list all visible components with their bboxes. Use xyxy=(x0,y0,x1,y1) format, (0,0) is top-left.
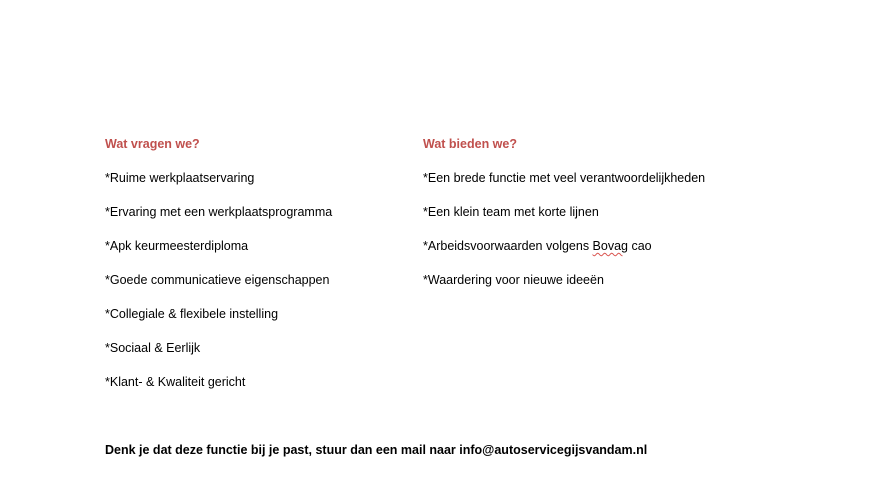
requirement-item: *Sociaal & Eerlijk xyxy=(105,341,201,355)
offer-heading: Wat bieden we? xyxy=(423,137,517,151)
requirements-column xyxy=(105,136,405,408)
offer-item: *Een klein team met korte lijnen xyxy=(423,205,599,219)
offer-item xyxy=(423,238,783,254)
offer-item: *Een brede functie met veel verantwoordelijkheden xyxy=(423,171,706,185)
offer-item-text: cao xyxy=(628,239,652,253)
closing-call-to-action: Denk je dat deze functie bij je past, stuur dan een mail naar info@autoservicegijsvandam.nl xyxy=(105,443,648,457)
requirement-item: *Apk keurmeesterdiploma xyxy=(105,239,249,253)
offer-item: *Waardering voor nieuwe ideeën xyxy=(423,273,604,287)
requirement-item: *Goede communicatieve eigenschappen xyxy=(105,273,330,287)
spellcheck-flagged-word[interactable]: Bovag xyxy=(592,239,628,253)
offer-column xyxy=(423,136,783,306)
requirements-heading: Wat vragen we? xyxy=(105,137,200,151)
requirement-item: *Collegiale & flexibele instelling xyxy=(105,307,279,321)
requirement-item: *Ervaring met een werkplaatsprogramma xyxy=(105,205,333,219)
requirement-item: *Ruime werkplaatservaring xyxy=(105,171,255,185)
offer-item-text: *Arbeidsvoorwaarden volgens xyxy=(423,239,593,253)
requirement-item: *Klant- & Kwaliteit gericht xyxy=(105,375,246,389)
